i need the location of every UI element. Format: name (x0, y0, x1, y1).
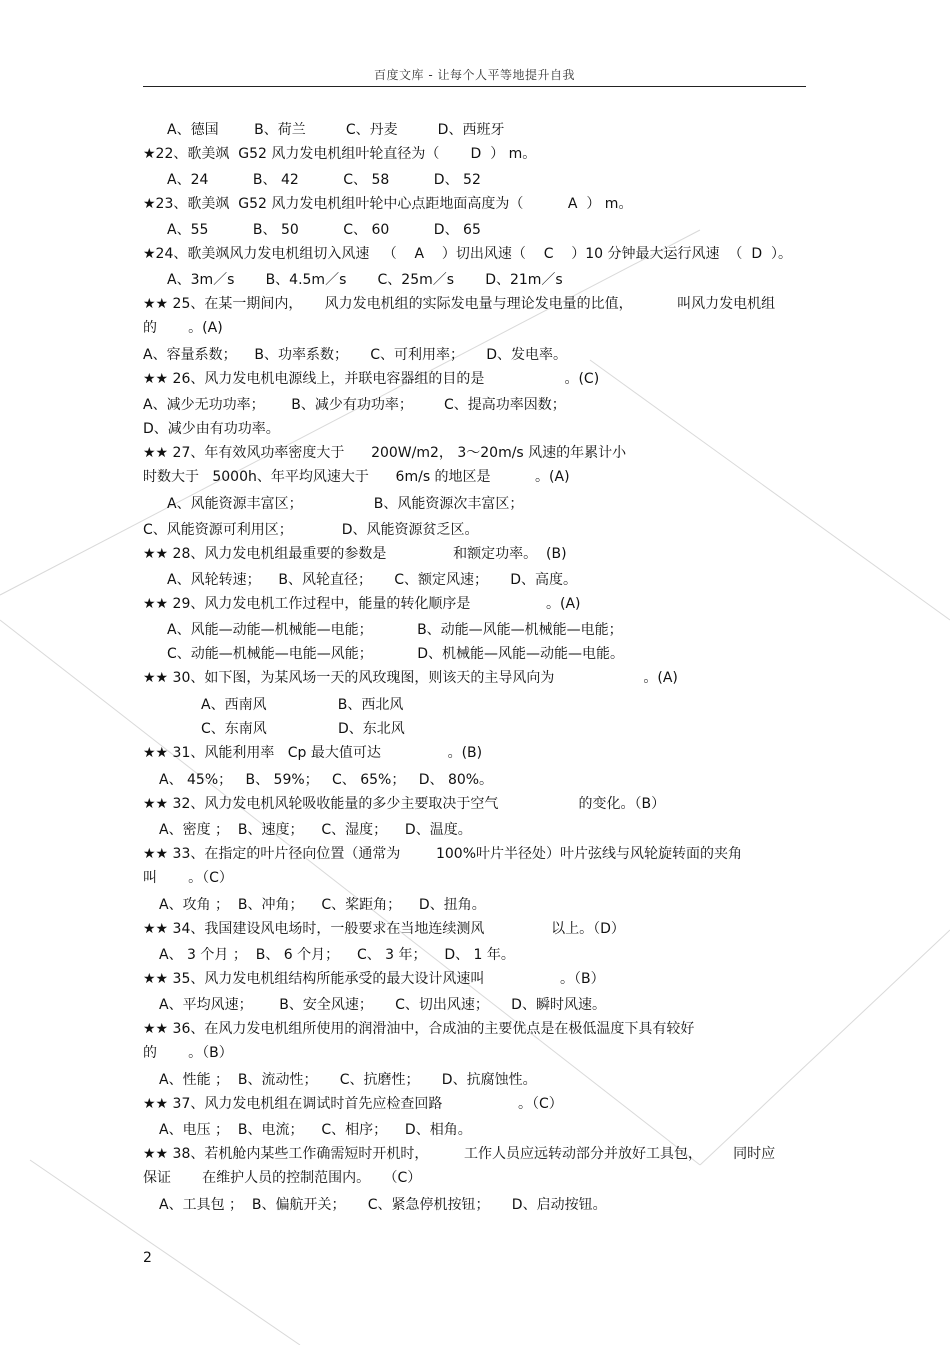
header-rule (143, 86, 806, 87)
text-line: 的 。(A) (143, 320, 223, 336)
text-line: ★★ 34、我国建设风电场时，一般要求在当地连续测风 以上。（D） (143, 921, 625, 937)
page-number: 2 (143, 1250, 152, 1266)
text-line: 保证 在维护人员的控制范围内。 （C） (143, 1170, 422, 1186)
text-line: A、55 B、 50 C、 60 D、 65 (167, 222, 481, 238)
text-line: ★24、歌美飒风力发电机组切入风速 （ A ）切出风速（ C ）10 分钟最大运行风速 （ D ）。 (143, 246, 793, 262)
text-line: A、风能资源丰富区； B、风能资源次丰富区； (167, 496, 524, 512)
text-line: A、工具包 ； B、偏航开关； C、紧急停机按钮； D、启动按钮。 (159, 1197, 607, 1213)
text-line: ★★ 37、风力发电机组在调试时首先应检查回路 。（C） (143, 1096, 563, 1112)
text-line: ★23、歌美飒 G52 风力发电机组叶轮中心点距地面高度为（ A ） m。 (143, 196, 633, 212)
page-header: 百度文库 - 让每个人平等地提升自我 (374, 68, 575, 82)
text-line: A、容量系数； B、功率系数； C、可利用率； D、发电率。 (143, 347, 568, 363)
text-line: ★22、歌美飒 G52 风力发电机组叶轮直径为（ D ） m。 (143, 146, 537, 162)
text-line: C、动能—机械能—电能—风能； D、机械能—风能—动能—电能。 (167, 646, 625, 662)
text-line: ★★ 38、若机舱内某些工作确需短时开机时， 工作人员应远转动部分并放好工具包， 同时应 (143, 1146, 776, 1162)
text-line: A、性能 ； B、流动性； C、抗磨性； D、抗腐蚀性。 (159, 1072, 537, 1088)
text-line: ★★ 33、在指定的叶片径向位置（通常为 100%叶片半径处）叶片弦线与风轮旋转面的夹角 (143, 846, 742, 862)
text-line: A、平均风速； B、安全风速； C、切出风速； D、瞬时风速。 (159, 997, 606, 1013)
text-line: A、风能—动能—机械能—电能； B、动能—风能—机械能—电能； (167, 622, 623, 638)
text-line: ★★ 35、风力发电机组结构所能承受的最大设计风速叫 。（B） (143, 971, 605, 987)
text-line: ★★ 36、在风力发电机组所使用的润滑油中，合成油的主要优点是在极低温度下具有较好 (143, 1021, 695, 1037)
text-line: A、德国 B、荷兰 C、丹麦 D、西班牙 (167, 122, 505, 138)
text-line: 的 。（B） (143, 1045, 233, 1061)
text-line: A、西南风 B、西北风 (201, 697, 404, 713)
text-line: A、风轮转速； B、风轮直径； C、额定风速； D、高度。 (167, 572, 578, 588)
text-line: A、减少无功功率； B、减少有功功率； C、提高功率因数； (143, 397, 566, 413)
text-line: A、3m／s B、4.5m／s C、25m／s D、21m／s (167, 272, 563, 288)
text-line: ★★ 31、风能利用率 Cp 最大值可达 。(B) (143, 745, 483, 761)
text-line: A、密度 ； B、速度； C、湿度； D、温度。 (159, 822, 472, 838)
text-line: A、 45%； B、 59%； C、 65%； D、 80%。 (159, 772, 494, 788)
text-line: A、24 B、 42 C、 58 D、 52 (167, 172, 481, 188)
text-line: A、攻角 ； B、冲角； C、桨距角； D、扭角。 (159, 897, 486, 913)
text-line: A、 3 个月 ； B、 6 个月； C、 3 年； D、 1 年。 (159, 947, 515, 963)
text-line: ★★ 29、风力发电机工作过程中，能量的转化顺序是 。(A) (143, 596, 581, 612)
text-line: D、减少由有功功率。 (143, 421, 280, 437)
text-line: ★★ 27、年有效风功率密度大于 200W/m2， 3～20m/s 风速的年累计小 (143, 445, 627, 461)
text-line: ★★ 28、风力发电机组最重要的参数是 和额定功率。 (B) (143, 546, 567, 562)
text-line: 时数大于 5000h、年平均风速大于 6m/s 的地区是 。(A) (143, 469, 570, 485)
text-line: ★★ 26、风力发电机电源线上，并联电容器组的目的是 。(C) (143, 371, 600, 387)
text-line: ★★ 32、风力发电机风轮吸收能量的多少主要取决于空气 的变化。（B） (143, 796, 666, 812)
text-line: 叫 。（C） (143, 870, 233, 886)
text-line: C、东南风 D、东北风 (201, 721, 405, 737)
text-line: ★★ 30、如下图，为某风场一天的风玫瑰图，则该天的主导风向为 。(A) (143, 670, 678, 686)
text-line: ★★ 25、在某一期间内， 风力发电机组的实际发电量与理论发电量的比值， 叫风力发电机组 (143, 296, 776, 312)
text-line: A、电压 ； B、电流； C、相序； D、相角。 (159, 1122, 472, 1138)
text-line: C、风能资源可利用区； D、风能资源贫乏区。 (143, 522, 479, 538)
